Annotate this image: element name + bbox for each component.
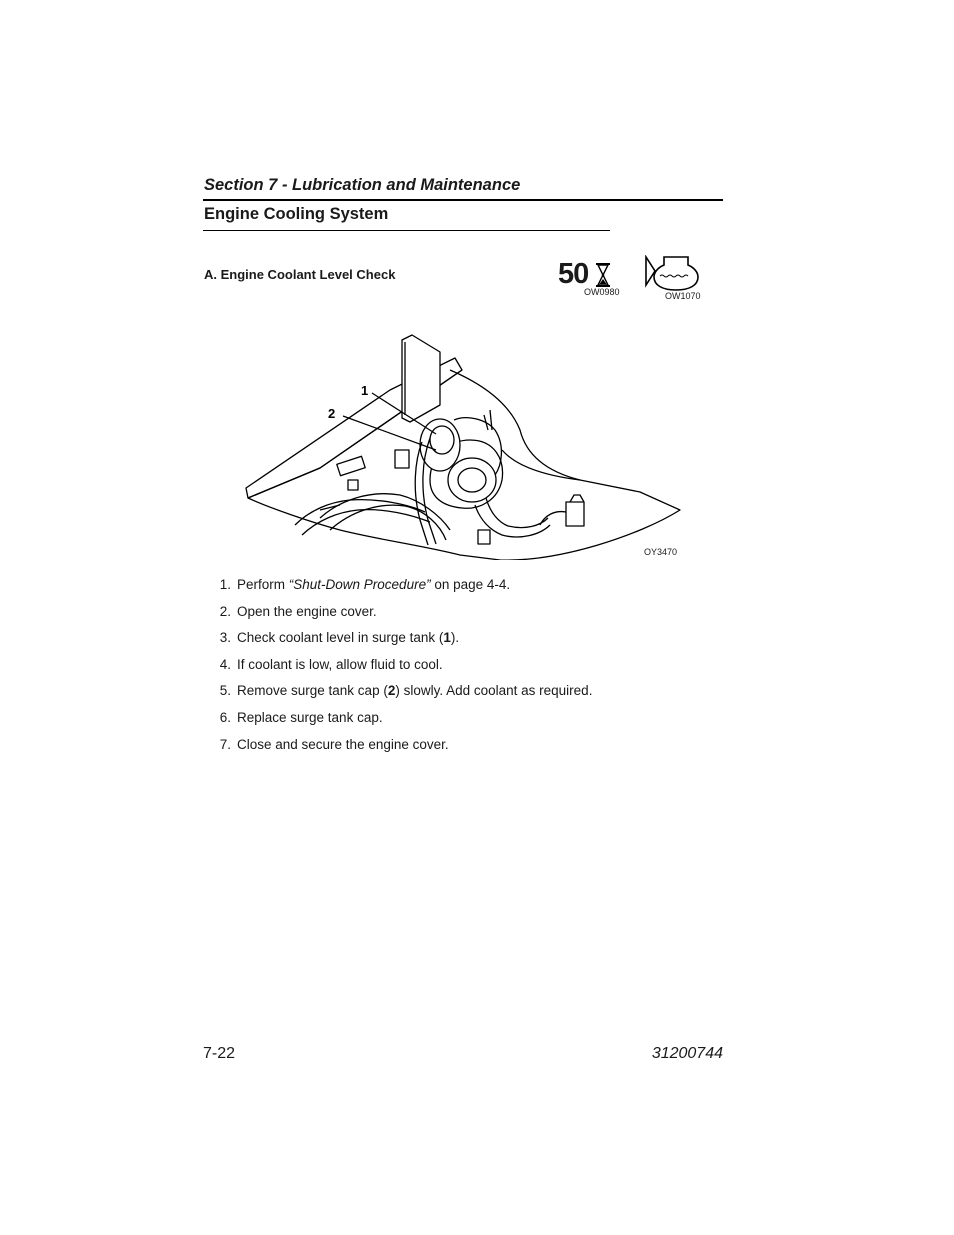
step-pre: Check coolant level in surge tank ( bbox=[237, 630, 444, 646]
step-number: 7. bbox=[219, 736, 231, 752]
step-post: ) slowly. Add coolant as required. bbox=[395, 683, 593, 699]
subsection-title: Engine Cooling System bbox=[204, 205, 389, 223]
step-text bbox=[231, 736, 449, 763]
step-number: 6. bbox=[219, 709, 231, 725]
step-item bbox=[203, 656, 723, 683]
step-pre: Close and secure the engine cover. bbox=[237, 736, 449, 752]
hourglass-icon bbox=[595, 263, 611, 287]
step-item bbox=[203, 736, 723, 763]
step-number: 3. bbox=[219, 630, 231, 646]
step-item bbox=[203, 709, 723, 736]
step-text bbox=[231, 656, 443, 683]
section-title: Section 7 - Lubrication and Maintenance bbox=[204, 176, 521, 194]
procedure-steps bbox=[203, 576, 723, 762]
callout-2: 2 bbox=[328, 406, 336, 421]
step-number: 1. bbox=[219, 577, 231, 592]
step-text bbox=[231, 603, 377, 630]
step-pre: Remove surge tank cap ( bbox=[237, 683, 388, 699]
step-item bbox=[203, 576, 723, 603]
section-divider bbox=[203, 199, 723, 201]
step-bold: 1 bbox=[443, 630, 451, 646]
step-post: on page 4-4. bbox=[430, 577, 511, 592]
step-number: 2. bbox=[219, 603, 231, 619]
step-number: 5. bbox=[219, 683, 231, 699]
callout-1: 1 bbox=[361, 383, 369, 398]
step-pre: Replace surge tank cap. bbox=[237, 709, 383, 725]
coolant-icon-code: OW1070 bbox=[665, 291, 701, 301]
engine-compartment-illustration bbox=[240, 330, 685, 560]
step-number: 4. bbox=[219, 656, 231, 672]
coolant-tank-icon bbox=[643, 255, 699, 291]
figure-code: OY3470 bbox=[644, 547, 678, 557]
step-item bbox=[203, 603, 723, 630]
step-bold: 2 bbox=[387, 683, 396, 699]
interval-icon-code: OW0980 bbox=[584, 287, 620, 297]
step-pre: Open the engine cover. bbox=[237, 603, 377, 619]
step-item bbox=[203, 629, 723, 656]
page-number: 7-22 bbox=[203, 1045, 236, 1062]
step-text bbox=[231, 682, 592, 709]
step-text bbox=[231, 576, 510, 603]
subsection-divider bbox=[203, 230, 610, 231]
step-pre: Perform bbox=[237, 577, 289, 592]
interval-hours: 50 bbox=[558, 258, 589, 290]
step-ital: “Shut-Down Procedure” bbox=[288, 577, 431, 592]
step-item bbox=[203, 682, 723, 709]
step-post: ). bbox=[450, 630, 460, 646]
step-pre: If coolant is low, allow fluid to cool. bbox=[237, 656, 443, 672]
step-text bbox=[231, 629, 459, 656]
step-text bbox=[231, 709, 383, 736]
procedure-title: A. Engine Coolant Level Check bbox=[204, 267, 396, 282]
document-number: 31200744 bbox=[651, 1045, 723, 1062]
